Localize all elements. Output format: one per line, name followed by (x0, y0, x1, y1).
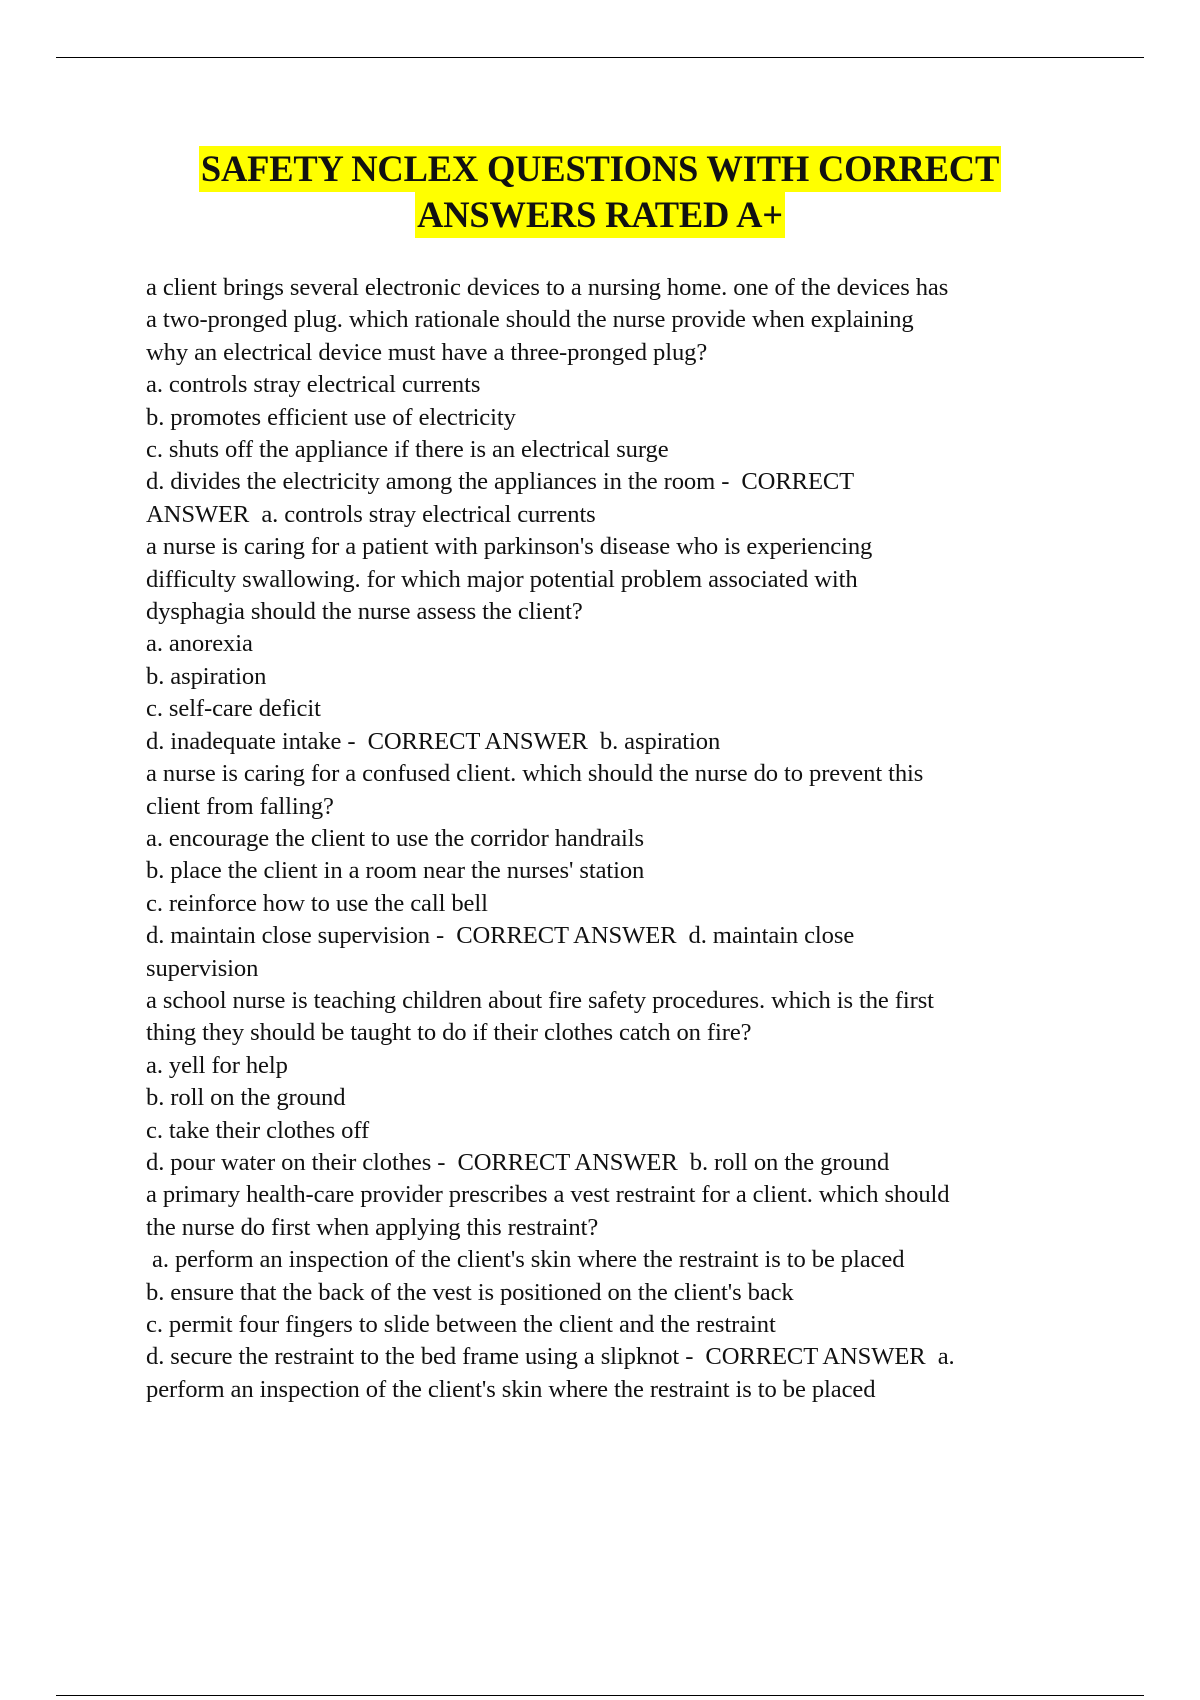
question-5-option: c. permit four fingers to slide between the client and the restraint (146, 1311, 776, 1338)
question-3-line: a nurse is caring for a confused client. which should the nurse do to prevent this (146, 760, 924, 788)
question-2-answer: d. inadequate intake - CORRECT ANSWER b. aspiration (146, 727, 721, 755)
title-line-1: SAFETY NCLEX QUESTIONS WITH CORRECT (199, 146, 1001, 192)
question-4-option: a. yell for help (146, 1051, 288, 1079)
document-title (0, 146, 1200, 238)
question-1-line: a client brings several electronic devices to a nursing home. one of the devices has (146, 274, 949, 301)
question-4-answer: d. pour water on their clothes - CORRECT ANSWER b. roll on the ground (146, 1148, 890, 1176)
bottom-rule (56, 1695, 1144, 1696)
question-2-line: difficulty swallowing. for which major potential problem associated with (146, 565, 858, 593)
question-4-line: a school nurse is teaching children about fire safety procedures. which is the first (146, 986, 934, 1014)
question-4-option: b. roll on the ground (146, 1084, 346, 1112)
question-1-line: why an electrical device must have a three-pronged plug? (146, 338, 708, 366)
question-5-line: the nurse do first when applying this restraint? (146, 1213, 599, 1241)
question-1-option: a. controls stray electrical currents (146, 371, 481, 399)
question-5-option: a. perform an inspection of the client's skin where the restraint is to be placed (146, 1246, 905, 1274)
question-5-line: a primary health-care provider prescribes a vest restraint for a client. which should (146, 1181, 950, 1209)
question-3-answer: d. maintain close supervision - CORRECT ANSWER d. maintain close (146, 922, 855, 950)
question-5-option: b. ensure that the back of the vest is positioned on the client's back (146, 1278, 794, 1306)
question-1-line: a two-pronged plug. which rationale should the nurse provide when explaining (146, 306, 914, 334)
question-2-option: c. self-care deficit (146, 695, 321, 723)
question-3-answer: supervision (146, 954, 259, 982)
question-5-answer: d. secure the restraint to the bed frame using a slipknot - CORRECT ANSWER a. (146, 1343, 955, 1371)
question-2-option: a. anorexia (146, 630, 253, 658)
question-3-line: client from falling? (146, 792, 334, 820)
question-2-option: b. aspiration (146, 662, 267, 690)
question-1-answer: ANSWER a. controls stray electrical currents (146, 500, 596, 528)
question-3-option: a. encourage the client to use the corridor handrails (146, 824, 644, 852)
question-1-option: d. divides the electricity among the appliances in the room - CORRECT (146, 468, 855, 496)
title-line-2: ANSWERS RATED A+ (415, 192, 785, 238)
question-4-line: thing they should be taught to do if their clothes catch on fire? (146, 1019, 752, 1047)
question-2-line: a nurse is caring for a patient with parkinson's disease who is experiencing (146, 533, 873, 561)
question-1-option: c. shuts off the appliance if there is an electrical surge (146, 436, 669, 464)
question-3-option: c. reinforce how to use the call bell (146, 889, 488, 917)
question-4-option: c. take their clothes off (146, 1116, 370, 1144)
question-2-line: dysphagia should the nurse assess the client? (146, 598, 583, 626)
question-5-answer: perform an inspection of the client's skin where the restraint is to be placed (146, 1375, 876, 1403)
question-3-option: b. place the client in a room near the nurses' station (146, 857, 645, 885)
document-body (146, 272, 1106, 1406)
question-1-option: b. promotes efficient use of electricity (146, 403, 516, 431)
top-rule (56, 57, 1144, 58)
